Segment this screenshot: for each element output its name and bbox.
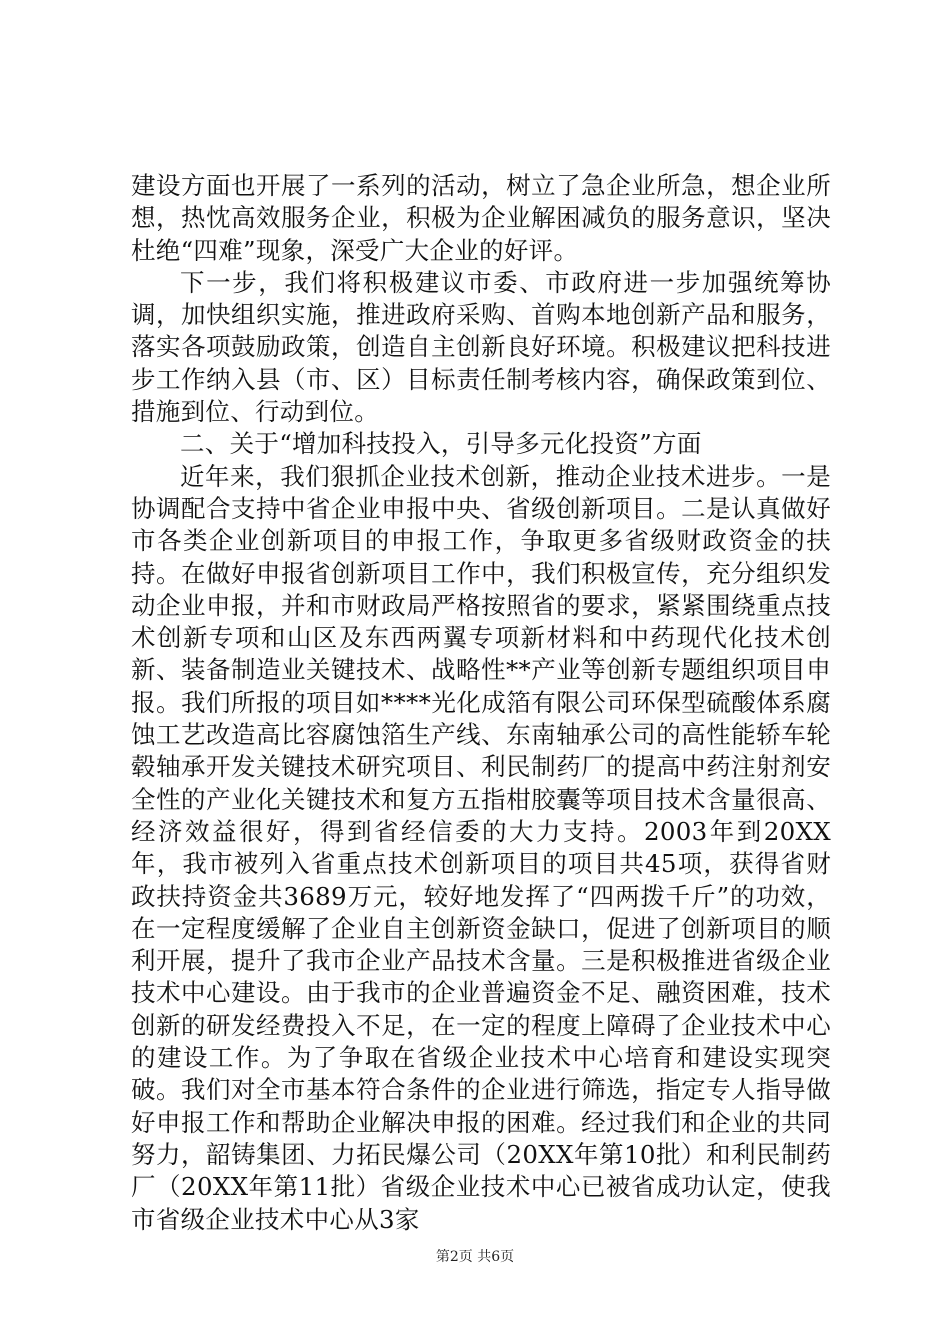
document-body: [131, 170, 831, 1236]
section-heading: 二、关于“增加科技投入，引导多元化投资”方面: [180, 429, 702, 459]
paragraph-recent-years: 近年来，我们狠抓企业技术创新，推动企业技术进步。一是协调配合支持中省企业申报中央、省级创新项目。二是认真做好市各类企业创新项目的申报工作，争取更多省级财政资金的扶持。在做好申报省创新项目工作中，我们积极宣传，充分组织发动企业申报，并和市财政局严格按照省的要求，紧紧围绕重点技术创新专项和山区及东西两翼专项新材料和中药现代化技术创新、装备制造业关键技术、战略性**产业等创新专题组织项目申报。我们所报的项目如****光化成箔有限公司环保型硫酸体系腐蚀工艺改造高比容腐蚀箔生产线、东南轴承公司的高性能轿车轮毂轴承开发关键技术研究项目、利民制药厂的提高中药注射剂安全性的产业化关键技术和复方五指柑胶囊等项目技术含量很高、经济效益很好，得到省经信委的大力支持。2003年到20XX年，我市被列入省重点技术创新项目的项目共45项，获得省财政扶持资金共3689万元，较好地发挥了“四两拨千斤”的功效，在一定程度缓解了企业自主创新资金缺口，促进了创新项目的顺利开展，提升了我市企业产品技术含量。三是积极推进省级企业技术中心建设。由于我市的企业普遍资金不足、融资困难，技术创新的研发经费投入不足，在一定的程度上障碍了企业技术中心的建设工作。为了争取在省级企业技术中心培育和建设实现突破。我们对全市基本符合条件的企业进行筛选，指定专人指导做好申报工作和帮助企业解决申报的困难。经过我们和企业的共同努力，韶铸集团、力拓民爆公司（20XX年第10批）和利民制药厂（20XX年第11批）省级企业技术中心已被省成功认定，使我市省级企业技术中心从3家: [131, 461, 831, 1234]
paragraph-next-steps: 下一步，我们将积极建议市委、市政府进一步加强统筹协调，加快组织实施，推进政府采购、首购本地创新产品和服务，落实各项鼓励政策，创造自主创新良好环境。积极建议把科技进步工作纳入县（市、区）目标责任制考核内容，确保政策到位、措施到位、行动到位。: [131, 267, 831, 427]
page-footer: 第2页 共6页: [435, 1249, 515, 1265]
paragraph-continuation: 建设方面也开展了一系列的活动，树立了急企业所急，想企业所想，热忱高效服务企业，积极为企业解困减负的服务意识，坚决杜绝“四难”现象，深受广大企业的好评。: [131, 171, 831, 265]
